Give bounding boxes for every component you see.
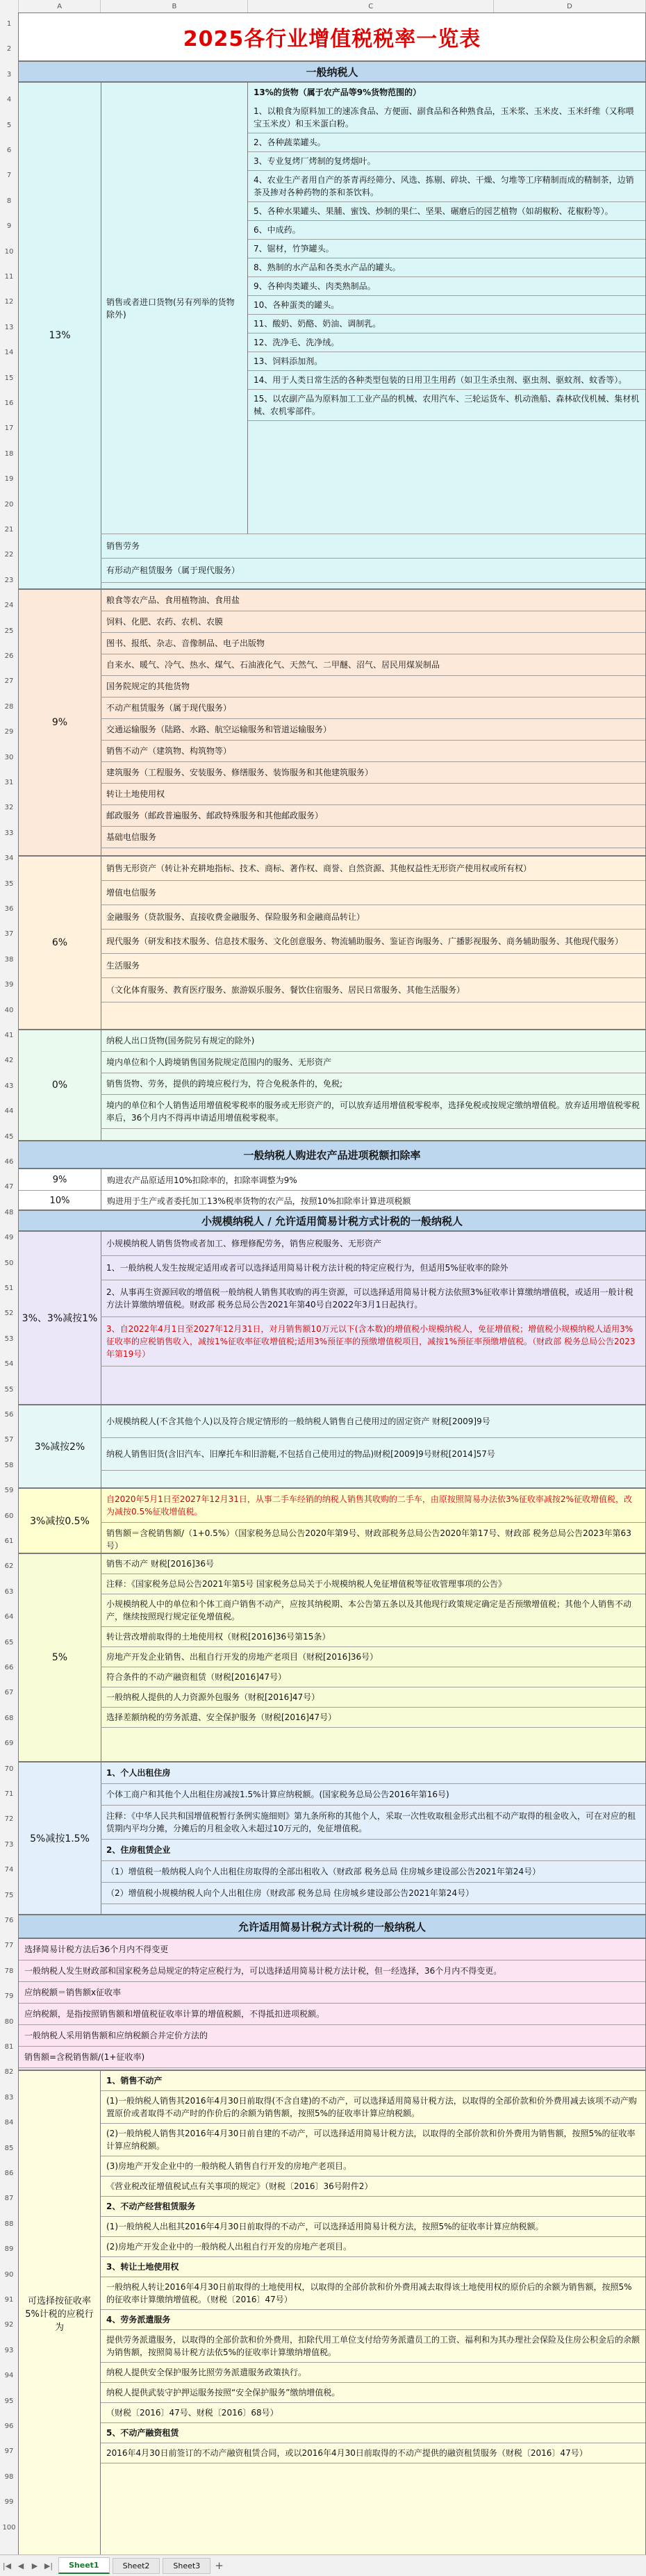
rate-2-cell[interactable]: 3%减按2% xyxy=(19,1405,101,1487)
column-c-header[interactable]: C xyxy=(248,0,493,13)
rate-05-cell[interactable]: 3%减按0.5% xyxy=(19,1489,101,1553)
rate-6-item[interactable]: 增值电信服务 xyxy=(101,881,645,905)
rate-05-item[interactable]: 自2020年5月1日至2027年12月31日，从事二手车经销的纳税人销售其收购的二手车，由原按照简易办法依3%征收率减按2%征收增值税，改为减按0.5%征收增值税。 xyxy=(101,1489,645,1523)
tab-sheet2[interactable]: Sheet2 xyxy=(113,2558,160,2574)
row-number[interactable]: 95 xyxy=(4,2397,14,2405)
rate-6-item[interactable]: 金融服务（贷款服务、直接收费金融服务、保险服务和金融商品转让） xyxy=(101,905,645,930)
rate-5-block xyxy=(18,1553,646,1762)
goods-13-item[interactable]: 13、饲料添加剂。 xyxy=(248,352,645,371)
row-number[interactable]: 78 xyxy=(4,1967,14,1975)
deduction-text[interactable]: 购进用于生产或者委托加工13%税率货物的农产品，按照10%扣除率计算进项税额 xyxy=(107,1196,411,1206)
rate-6-block xyxy=(18,856,646,1030)
row-number[interactable]: 16 xyxy=(4,399,14,407)
rate-5-item[interactable]: 符合条件的不动产融资租赁（财税[2016]47号） xyxy=(101,1667,645,1687)
row-number[interactable]: 65 xyxy=(4,1638,14,1646)
goods-13-item[interactable]: 1、以粮食为原料加工的速冻食品、方便面、副食品和各种熟食品，玉米浆、玉米皮、玉米纤维（又称喂宝玉米皮）和玉米蛋白粉。 xyxy=(248,102,645,133)
row-number[interactable]: 75 xyxy=(4,1891,14,1899)
simple-item[interactable]: (2)一般纳税人销售其2016年4月30日前自建的不动产，可以选择适用简易计税方法，以取得的全部价款和价外费用为销售额，按照5%的征收率计算应纳税额。 xyxy=(101,2124,645,2156)
simple-item[interactable]: 2016年4月30日前签订的不动产融资租赁合同，或以2016年4月30日前取得的不动产提供的融资租赁服务（财税〔2016〕47号） xyxy=(101,2443,645,2463)
goods-13-title[interactable]: 13%的货物（属于农产品等9%货物范围的） xyxy=(254,88,422,97)
simple-item[interactable]: 一般纳税人转让2016年4月30日前取得的土地使用权，以取得的全部价款和价外费用减去取得该土地使用权的原价后的余额为销售额，按照5%的征收率计算缴纳增值税。（财税〔2016〕47号） xyxy=(101,2277,645,2310)
simple-item[interactable]: 1、销售不动产 xyxy=(101,2071,645,2091)
simple-intro-item[interactable]: 一般纳税人采用销售额和应纳税额合并定价方法的 xyxy=(19,2025,645,2047)
rate-5-item[interactable]: 小规模纳税人中的单位和个体工商户销售不动产，应按其纳税期、本公告第五条以及其他现行政策规定确定是否预缴增值税；其他个人销售不动产，继续按照现行规定征免增值税。 xyxy=(101,1594,645,1627)
row-number[interactable]: 74 xyxy=(4,1866,14,1874)
goods-13-item[interactable]: 7、锯材，竹笋罐头。 xyxy=(248,240,645,258)
simple-item[interactable]: 纳税人提供武装守护押运服务按照“安全保护服务”缴纳增值税。 xyxy=(101,2383,645,2403)
rate-6-item[interactable]: 生活服务 xyxy=(101,954,645,978)
simple-item[interactable]: 5、不动产融资租赁 xyxy=(101,2423,645,2443)
deduction-row xyxy=(19,1190,645,1212)
rate-05-block xyxy=(18,1488,646,1553)
rate-0-item[interactable]: 境内的单位和个人销售适用增值税零税率的服务或无形资产的，可以放弃适用增值税零税率，选择免税或按规定缴纳增值税。放弃适用增值税零税率后，36个月内不得再申请适用增值税零税率。 xyxy=(101,1095,645,1129)
row-number[interactable]: 97 xyxy=(4,2447,14,2456)
column-a-header[interactable]: A xyxy=(19,0,101,13)
row-number[interactable]: 51 xyxy=(4,1285,14,1292)
deduction-block xyxy=(18,1169,646,1210)
row-number[interactable]: 33 xyxy=(4,829,14,837)
row-number[interactable]: 80 xyxy=(4,2017,14,2026)
row-number[interactable]: 43 xyxy=(4,1082,14,1090)
service-13-item[interactable]: 销售劳务 xyxy=(101,534,645,559)
row-number[interactable]: 71 xyxy=(4,1790,14,1798)
tab-sheet1[interactable]: Sheet1 xyxy=(58,2557,110,2574)
simple-intro-block xyxy=(18,1938,646,2070)
rate-15-item[interactable]: 注释：《中华人民共和国增值税暂行条例实施细则》第九条所称的其他个人，采取一次性收取租金形式出租不动产取得的租金收入，可在对应的租赁期内平均分摊，分摊后的月租金收入未超过10万元的，免征增值税。 xyxy=(101,1806,645,1840)
rate-5-cell[interactable]: 5% xyxy=(19,1554,101,1761)
row-number[interactable]: 2 xyxy=(6,45,12,53)
row-number[interactable]: 9 xyxy=(6,222,12,231)
rate-9-item[interactable]: 建筑服务（工程服务、安装服务、修缮服务、装饰服务和其他建筑服务） xyxy=(101,762,645,784)
row-number[interactable]: 62 xyxy=(4,1562,14,1571)
tab-sheet3[interactable]: Sheet3 xyxy=(163,2558,210,2574)
rate-15-block xyxy=(18,1762,646,1915)
row-number[interactable]: 45 xyxy=(4,1132,14,1141)
simple-item[interactable]: 《营业税改征增值税试点有关事项的规定》（财税〔2016〕36号附件2） xyxy=(101,2177,645,2197)
rate-0-item[interactable]: 境内单位和个人跨境销售国务院规定范围内的服务、无形资产 xyxy=(101,1052,645,1073)
rate-3-item[interactable]: 2、从事再生资源回收的增值税一般纳税人销售其收购的再生资源，可以选择适用简易计税方法依照3%征收率计算缴纳增值税，或适用一般计税方法计算缴纳增值税。财政部 税务总局公告2021年第40号自2022年3月1日起执行。 xyxy=(101,1280,645,1317)
row-number[interactable]: 64 xyxy=(4,1613,14,1621)
row-number[interactable]: 69 xyxy=(4,1740,14,1748)
row-number[interactable]: 11 xyxy=(4,273,14,281)
row-number[interactable]: 47 xyxy=(4,1183,14,1191)
last-sheet-icon[interactable]: ▶| xyxy=(44,2561,53,2570)
row-number[interactable]: 20 xyxy=(4,500,14,509)
row-number[interactable]: 67 xyxy=(4,1689,14,1697)
row-number[interactable]: 70 xyxy=(4,1765,14,1773)
rate-0-cell[interactable]: 0% xyxy=(19,1030,101,1140)
simple-item[interactable]: （财税〔2016〕47号、财税〔2016〕68号） xyxy=(101,2403,645,2423)
row-number[interactable]: 87 xyxy=(4,2195,14,2203)
row-number[interactable]: 88 xyxy=(4,2220,14,2228)
add-sheet-icon[interactable]: + xyxy=(215,2559,224,2572)
goods-13-item[interactable]: 12、洗净毛、洗净绒。 xyxy=(248,333,645,352)
row-number[interactable]: 3 xyxy=(6,70,12,79)
simple-item[interactable]: (2)房地产开发企业中的一般纳税人出租自行开发的房地产老项目。 xyxy=(101,2237,645,2257)
row-number[interactable]: 59 xyxy=(4,1487,14,1495)
goods-13-item[interactable]: 6、中成药。 xyxy=(248,221,645,240)
row-number[interactable]: 46 xyxy=(4,1158,14,1166)
rate-6-item[interactable]: 销售无形资产（转让补充耕地指标、技术、商标、著作权、商誉、自然资源、其他权益性无形资产使用权或所有权） xyxy=(101,857,645,881)
row-number[interactable]: 30 xyxy=(4,753,14,761)
simple-item[interactable]: (3)房地产开发企业中的一般纳税人销售自行开发的房地产老项目。 xyxy=(101,2156,645,2177)
row-number[interactable]: 90 xyxy=(4,2270,14,2279)
row-number[interactable]: 91 xyxy=(4,2296,14,2304)
rate-5-item[interactable]: 一般纳税人提供的人力资源外包服务（财税[2016]47号） xyxy=(101,1687,645,1708)
rate-2-item[interactable]: 小规模纳税人(不含其他个人)以及符合规定情形的一般纳税人销售自己使用过的固定资产 财税[2009]9号 xyxy=(101,1405,645,1438)
rate-3-item[interactable]: 小规模纳税人销售货物或者加工、修理修配劳务，销售应税服务、无形资产 xyxy=(101,1232,645,1256)
simple-intro-item[interactable]: 销售额=含税销售额/(1+征收率) xyxy=(19,2047,645,2068)
row-number[interactable]: 36 xyxy=(4,905,14,913)
simple-item[interactable]: 纳税人提供安全保护服务比照劳务派遣服务政策执行。 xyxy=(101,2363,645,2383)
row-number[interactable]: 5 xyxy=(6,121,12,129)
row-number[interactable]: 28 xyxy=(4,702,14,711)
simple-intro-item[interactable]: 应纳税额，是指按照销售额和增值税征收率计算的增值税额，不得抵扣进项税额。 xyxy=(19,2004,645,2025)
simple-item[interactable]: 4、劳务派遣服务 xyxy=(101,2310,645,2330)
rate-15-item[interactable]: （1）增值税一般纳税人向个人出租住房取得的全部出租收入（财政部 税务总局 住房城乡建设部公告2021年第24号） xyxy=(101,1861,645,1883)
rate-3-item[interactable]: 1、一般纳税人发生按规定适用或者可以选择适用简易计税方法计税的特定应税行为，但适用5%征收率的除外 xyxy=(101,1256,645,1280)
row-number[interactable]: 50 xyxy=(4,1259,14,1267)
row-number[interactable]: 37 xyxy=(4,930,14,939)
goods-13-item[interactable]: 5、各种水果罐头、果脯、蜜饯、炒制的果仁、坚果、碾磨后的园艺植物（如胡椒粉、花椒粉等）。 xyxy=(248,202,645,221)
rate-5-item[interactable]: 销售不动产 财税[2016]36号 xyxy=(101,1554,645,1574)
simple-item[interactable]: 3、转让土地使用权 xyxy=(101,2257,645,2277)
row-number[interactable]: 40 xyxy=(4,1006,14,1014)
simple-item[interactable]: (1)一般纳税人销售其2016年4月30日前取得(不含自建)的不动产，可以选择适用简易计税方法，以取得的全部价款和价外费用减去该项不动产购置原价或者取得不动产时的作价后的余额为销售额，按照5%的征收率计算应纳税额。 xyxy=(101,2091,645,2124)
goods-13-item[interactable]: 2、各种蔬菜罐头。 xyxy=(248,133,645,152)
small-scale-header[interactable]: 小规模纳税人 / 允许适用简易计税方式计税的一般纳税人 xyxy=(18,1210,646,1231)
rate-05-item[interactable]: 销售额＝含税销售额/（1+0.5%）（国家税务总局公告2020年第9号、财政部税务总局公告2020年第17号、财政部 税务总局公告2023年第63号） xyxy=(101,1523,645,1557)
simple-item[interactable]: 提供劳务派遣服务，以取得的全部价款和价外费用，扣除代用工单位支付给劳务派遣员工的工资、福利和为其办理社会保险及住房公积金后的余额为销售额，按照简易计税方法依5%的征收率计算缴纳增值税。 xyxy=(101,2330,645,2363)
select-all-corner[interactable] xyxy=(0,0,19,13)
simple-method-header[interactable]: 允许适用简易计税方式计税的一般纳税人 xyxy=(18,1915,646,1938)
row-number[interactable]: 63 xyxy=(4,1587,14,1596)
row-number[interactable]: 56 xyxy=(4,1411,14,1419)
row-number[interactable]: 1 xyxy=(6,20,12,28)
rate-0-item[interactable]: 销售货物、劳务，提供的跨境应税行为，符合免税条件的，免税; xyxy=(101,1073,645,1095)
row-number[interactable]: 19 xyxy=(4,475,14,484)
row-number[interactable]: 48 xyxy=(4,1208,14,1216)
row-number[interactable]: 22 xyxy=(4,551,14,559)
row-number[interactable]: 13 xyxy=(4,323,14,331)
rate-6-cell[interactable]: 6% xyxy=(19,857,101,1029)
row-number[interactable]: 7 xyxy=(6,172,12,180)
goods-13-item[interactable]: 10、各种蛋类的罐头。 xyxy=(248,296,645,315)
service-13-item[interactable]: 有形动产租赁服务（属于现代服务） xyxy=(101,559,645,583)
row-number[interactable]: 96 xyxy=(4,2422,14,2430)
row-number[interactable]: 84 xyxy=(4,2119,14,2127)
row-number[interactable]: 85 xyxy=(4,2144,14,2152)
row-number[interactable]: 76 xyxy=(4,1917,14,1924)
rate-15-item[interactable]: （2）增值税小规模纳税人向个人出租住房（财政部 税务总局 住房城乡建设部公告2021年第24号） xyxy=(101,1883,645,1904)
simple-item[interactable]: 2、不动产经营租赁服务 xyxy=(101,2197,645,2217)
rate-9-item[interactable]: 国务院规定的其他货物 xyxy=(101,676,645,697)
row-number[interactable]: 77 xyxy=(4,1942,14,1950)
rate-9-item[interactable]: 转让土地使用权 xyxy=(101,784,645,805)
prev-sheet-icon[interactable]: ◀ xyxy=(17,2561,24,2570)
row-number[interactable]: 81 xyxy=(4,2043,14,2051)
rate-9-block xyxy=(18,589,646,856)
row-number[interactable]: 10 xyxy=(4,247,14,256)
row-number[interactable]: 18 xyxy=(4,449,14,458)
column-d-header[interactable]: D xyxy=(494,0,646,13)
row-number[interactable]: 38 xyxy=(4,955,14,964)
row-number[interactable]: 98 xyxy=(4,2472,14,2481)
rate-0-block xyxy=(18,1030,646,1141)
row-number[interactable]: 58 xyxy=(4,1461,14,1469)
row-number[interactable]: 35 xyxy=(4,880,14,888)
row-number[interactable]: 57 xyxy=(4,1436,14,1444)
rate-9-item[interactable]: 自来水、暖气、冷气、热水、煤气、石油液化气、天然气、二甲醚、沼气、居民用煤炭制品 xyxy=(101,654,645,676)
rate-5-item[interactable]: 注释：《国家税务总局公告2021年第5号 国家税务总局关于小规模纳税人免征增值税等征收管理事项的公告》 xyxy=(101,1574,645,1594)
rate-15-item[interactable]: 1、个人出租住房 xyxy=(101,1762,645,1784)
row-number[interactable]: 8 xyxy=(6,197,12,205)
row-number[interactable]: 86 xyxy=(4,2170,14,2177)
row-number[interactable]: 15 xyxy=(4,374,14,382)
row-number[interactable]: 72 xyxy=(4,1815,14,1824)
rate-9-item[interactable]: 销售不动产（建筑物、构筑物等） xyxy=(101,741,645,762)
row-number[interactable]: 92 xyxy=(4,2321,14,2329)
row-number[interactable]: 41 xyxy=(4,1032,14,1039)
row-number[interactable]: 82 xyxy=(4,2068,14,2077)
row-number[interactable]: 53 xyxy=(4,1335,14,1343)
row-number[interactable]: 55 xyxy=(4,1385,14,1394)
row-number[interactable]: 61 xyxy=(4,1537,14,1545)
row-number[interactable]: 52 xyxy=(4,1310,14,1318)
row-number[interactable]: 29 xyxy=(4,728,14,736)
sheet-tab-bar xyxy=(0,2554,646,2576)
row-number[interactable]: 39 xyxy=(4,981,14,989)
deduction-rate[interactable]: 10% xyxy=(19,1190,101,1211)
rate-9-item[interactable]: 饲料、化肥、农药、农机、农膜 xyxy=(101,611,645,633)
deduction-row xyxy=(19,1169,645,1191)
column-header-bar xyxy=(0,0,646,13)
row-number[interactable]: 68 xyxy=(4,1714,14,1722)
goods-13-item[interactable]: 4、农业生产者用自产的茶青再经筛分、风选、拣剔、碎块、干燥、匀堆等工序精制而成的精制茶，边销茶及掺对各种药物的茶和茶饮料。 xyxy=(248,171,645,202)
row-number[interactable]: 24 xyxy=(4,602,14,610)
simple-intro-item[interactable]: 一般纳税人发生财政部和国家税务总局规定的特定应税行为，可以选择适用简易计税方法计税，但一经选择，36个月内不得变更。 xyxy=(19,1960,645,1982)
row-number[interactable]: 83 xyxy=(4,2093,14,2102)
general-taxpayer-header[interactable]: 一般纳税人 xyxy=(18,61,646,82)
rate-13-block xyxy=(18,82,646,589)
row-number[interactable]: 17 xyxy=(4,424,14,433)
goods-13-item[interactable]: 11、酸奶、奶酪、奶油、调制乳。 xyxy=(248,315,645,333)
row-number[interactable]: 54 xyxy=(4,1360,14,1369)
simple-item[interactable]: (1)一般纳税人出租其2016年4月30日前取得的不动产，可以选择适用简易计税方法，按照5%的征收率计算应纳税额。 xyxy=(101,2217,645,2237)
rate-6-item[interactable]: （文化体育服务、教育医疗服务、旅游娱乐服务、餐饮住宿服务、居民日常服务、其他生活服务） xyxy=(101,978,645,1002)
row-number[interactable]: 100 xyxy=(2,2523,16,2532)
row-number[interactable]: 44 xyxy=(4,1107,14,1116)
sheet-title: 2025各行业增值税税率一览表 xyxy=(183,27,481,51)
row-number[interactable]: 21 xyxy=(4,526,14,534)
simple-intro-item[interactable]: 选择简易计税方法后36个月内不得变更 xyxy=(19,1939,645,1960)
goods-13-item[interactable]: 8、熟制的水产品和各类水产品的罐头。 xyxy=(248,258,645,277)
rate-3-item[interactable]: 3、自2022年4月1日至2027年12月31日，对月销售额10万元以下(含本数)的增值税小规模纳税人，免征增值税；增值税小规模纳税人适用3%征收率的应税销售收入，减按1%征收率征收增值税;适用3%预征率的预缴增值税项目，减按1%预征率预缴增值税。（财政部 税务总局公告2023年第19号） xyxy=(101,1317,645,1367)
row-number[interactable]: 27 xyxy=(4,677,14,686)
rate-15-cell[interactable]: 5%减按1.5% xyxy=(19,1762,101,1914)
deduction-header[interactable]: 一般纳税人购进农产品进项税额扣除率 xyxy=(18,1141,646,1169)
rate-0-item[interactable]: 纳税人出口货物(国务院另有规定的除外) xyxy=(101,1030,645,1052)
rate-15-item[interactable]: 2、住房租赁企业 xyxy=(101,1840,645,1861)
row-number[interactable]: 6 xyxy=(6,147,12,154)
rate-9-item[interactable]: 粮食等农产品、食用植物油、食用盐 xyxy=(101,590,645,611)
goods-13-item[interactable]: 3、专业复烤厂烤制的复烤烟叶。 xyxy=(248,152,645,171)
rate-5-item[interactable]: 选择差额纳税的劳务派遣、安全保护服务（财税[2016]47号） xyxy=(101,1708,645,1728)
rate-9-item[interactable]: 基础电信服务 xyxy=(101,827,645,848)
row-number[interactable]: 66 xyxy=(4,1664,14,1671)
row-number[interactable]: 23 xyxy=(4,576,14,584)
rate-3-cell[interactable]: 3%、3%减按1% xyxy=(19,1232,101,1404)
row-header-bar xyxy=(0,13,19,2555)
rate-9-cell[interactable]: 9% xyxy=(19,590,101,855)
goods-13-item[interactable]: 14、用于人类日常生活的各种类型包装的日用卫生用药（如卫生杀虫剂、驱虫剂、驱蚊剂、蚊香等）。 xyxy=(248,371,645,390)
row-number[interactable]: 14 xyxy=(4,349,14,357)
rate-5-item[interactable]: 转让营改增前取得的土地使用权（财税[2016]36号第15条） xyxy=(101,1627,645,1647)
row-number[interactable]: 73 xyxy=(4,1840,14,1849)
row-number[interactable]: 93 xyxy=(4,2346,14,2354)
rate-2-block xyxy=(18,1405,646,1488)
row-number[interactable]: 99 xyxy=(4,2498,14,2507)
deduction-rate[interactable]: 9% xyxy=(19,1169,101,1190)
goods-13-list xyxy=(248,83,645,534)
simple-intro-item[interactable]: 应纳税额＝销售额x征收率 xyxy=(19,1982,645,2004)
row-number[interactable]: 12 xyxy=(4,298,14,306)
rate-9-item[interactable]: 邮政服务（邮政普遍服务、邮政特殊服务和其他邮政服务） xyxy=(101,805,645,827)
spreadsheet-grid xyxy=(18,13,646,2555)
next-sheet-icon[interactable]: ▶ xyxy=(31,2561,38,2570)
row-number[interactable]: 42 xyxy=(4,1057,14,1065)
simple-rate-cell[interactable]: 可选择按征收率5%计税的应税行为 xyxy=(19,2071,101,2554)
sheet-title-cell[interactable] xyxy=(18,13,646,61)
row-number[interactable]: 32 xyxy=(4,804,14,812)
row-number[interactable]: 34 xyxy=(4,854,14,863)
deduction-text[interactable]: 购进农产品原适用10%扣除率的，扣除率调整为9% xyxy=(107,1175,297,1185)
row-number[interactable]: 60 xyxy=(4,1512,14,1520)
rate-9-item[interactable]: 交通运输服务（陆路、水路、航空运输服务和管道运输服务） xyxy=(101,719,645,741)
rate-2-item[interactable]: 纳税人销售旧货(含旧汽车、旧摩托车和旧游艇,不包括自己使用过的物品)财税[2009]9号财税[2014]57号 xyxy=(101,1438,645,1471)
row-number[interactable]: 25 xyxy=(4,627,14,635)
rate-6-item[interactable]: 现代服务（研发和技术服务、信息技术服务、文化创意服务、物流辅助服务、鉴证咨询服务、广播影视服务、商务辅助服务、其他现代服务） xyxy=(101,930,645,954)
row-number[interactable]: 26 xyxy=(4,652,14,660)
rate-9-item[interactable]: 图书、报纸、杂志、音像制品、电子出版物 xyxy=(101,633,645,654)
row-number[interactable]: 94 xyxy=(4,2372,14,2380)
row-number[interactable]: 89 xyxy=(4,2245,14,2254)
rate-15-item[interactable]: 个体工商户和其他个人出租住房减按1.5%计算应纳税额。(国家税务总局公告2016年第16号) xyxy=(101,1784,645,1806)
column-b-header[interactable]: B xyxy=(101,0,248,13)
goods-13-item[interactable]: 9、各种肉类罐头、肉类熟制品。 xyxy=(248,277,645,296)
first-sheet-icon[interactable]: |◀ xyxy=(2,2561,12,2570)
row-number[interactable]: 4 xyxy=(6,96,12,104)
row-number[interactable]: 31 xyxy=(4,779,14,786)
row-number[interactable]: 79 xyxy=(4,1992,14,2001)
rate-5-item[interactable]: 房地产开发企业销售、出租自行开发的房地产老项目（财税[2016]36号） xyxy=(101,1647,645,1667)
row-number[interactable]: 49 xyxy=(4,1234,14,1242)
rate-9-item[interactable]: 不动产租赁服务（属于现代服务） xyxy=(101,697,645,719)
goods-13-item[interactable]: 15、以农副产品为原料加工工业产品的机械、农用汽车、三轮运货车、机动渔船、森林砍伐机械、集材机械、农机零部件。 xyxy=(248,390,645,421)
rate-13-cell[interactable]: 13% xyxy=(19,83,101,588)
simple-rate-block xyxy=(18,2070,646,2555)
rate-3-block xyxy=(18,1231,646,1405)
goods-desc-cell[interactable]: 销售或者进口货物(另有列举的货物除外) xyxy=(101,83,248,534)
